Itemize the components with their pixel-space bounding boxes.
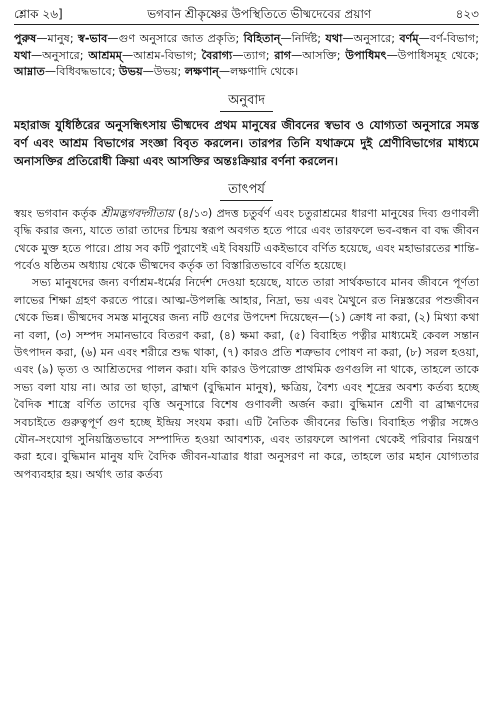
gloss-meaning: —লক্ষণাদি থেকে। — [218, 65, 299, 79]
purport-p1-rest: (৪/১৩) প্রদত্ত চতুর্বর্ণ এবং চতুরাশ্রমের ধারণা মানুষের দিব্য গুণাবলী বৃদ্ধি করার জন্য, যাতে তারা তাদের চিন্ময় স্বরূপ অবগত হতে পারে এবং তারফলে ভব-বন্ধন বা বদ্ধ জীবন থেকে মুক্ত হতে পারে। প্রায় সব কটি পুরাণেই এই বিষয়টি একইভাবে বর্ণিত হয়েছে, এবং মহাভারতের শান্তি-পর্বেও ষষ্ঠিতম অধ্যায় থেকে ভীষ্মদেব কর্তৃক তা বিস্তারিতভাবে বর্ণিত হয়েছে। — [14, 206, 480, 272]
gloss-term: বিহিতান্ — [243, 32, 281, 45]
gloss-meaning: —উভয়; — [142, 65, 185, 79]
gloss-term: বর্ণম্ — [399, 32, 419, 45]
gloss-meaning: —বিধিবদ্ধভাবে; — [44, 65, 120, 79]
gloss-term: বৈরাগ্য — [201, 48, 233, 62]
gloss-meaning: —অনুসারে; — [30, 48, 89, 62]
gloss-meaning: —নির্দিষ্ট; — [280, 32, 326, 45]
chapter-title: ভগবান শ্রীকৃষ্ণের উপস্থিতিতে ভীষ্মদেবের প্রয়াণ — [147, 7, 372, 21]
gloss-meaning: —উপাধিসমূহ থেকে; — [386, 48, 479, 62]
gloss-term: যথা — [325, 32, 343, 45]
translation-heading: অনুবাদ — [220, 92, 273, 112]
running-header — [14, 6, 479, 25]
purport-text — [14, 205, 479, 484]
gloss-term: উভয় — [119, 65, 143, 79]
purport-heading-wrap — [14, 178, 479, 201]
gloss-meaning: —মানুষ; — [36, 32, 79, 45]
gloss-term: রাগ — [274, 48, 292, 62]
purport-paragraph-1 — [14, 205, 479, 275]
gloss-meaning: —গুণ অনুসারে জাত প্রকৃতি; — [107, 32, 244, 45]
translation-heading-wrap — [14, 89, 479, 112]
word-meanings — [14, 31, 479, 81]
gloss-meaning: —ত্যাগ; — [232, 48, 275, 62]
gloss-meaning: —আসক্তি; — [291, 48, 346, 62]
gloss-meaning: —বর্ণ-বিভাগ; — [418, 32, 479, 45]
purport-paragraph-2: সভ্য মানুষদের জন্য বর্ণাশ্রম-ধর্মের নির্দেশ দেওয়া হয়েছে, যাতে তারা সার্থকভাবে মানব জীবনে পূর্ণতা লাভের শিক্ষা গ্রহণ করতে পারে। আত্ম-উপলব্ধি আহার, নিদ্রা, ভয় এবং মৈথুনে রত নিম্নস্তরের পশুজীবন থেকে ভিন্ন। ভীষ্মদেব সমস্ত মানুষের জন্য নটি গুণের উপদেশ দিয়েছেন—(১) ক্রোধ না করা, (২) মিথ্যা কথা না বলা, (৩) সম্পদ সমানভাবে বিতরণ করা, (৪) ক্ষমা করা, (৫) বিবাহিত পত্নীর মাধ্যমেই কেবল সন্তান উৎপাদন করা, (৬) মন এবং শরীরে শুদ্ধ থাকা, (৭) কারও প্রতি শত্রুভাব পোষণ না করা, (৮) সরল হওয়া, এবং (৯) ভৃত্য ও আশ্রিতদের পালন করা। যদি কারও উপরোক্ত প্রাথমিক গুণগুলি না থাকে, তাহলে তাকে সভ্য বলা যায় না। আর তা ছাড়া, ব্রাহ্মণ (বুদ্ধিমান মানুষ), ক্ষত্রিয়, বৈশ্য এবং শূদ্রের অবশ্য কর্তব্য হচ্ছে বৈদিক শাস্ত্রে বর্ণিত তাদের বৃত্তি অনুসারে বিশেষ গুণাবলী অর্জন করা। বুদ্ধিমান শ্রেণী বা ব্রাহ্মণদের সবচাইতে গুরুত্বপূর্ণ গুণ হচ্ছে ইন্দ্রিয় সংযম করা। এটি নৈতিক জীবনের ভিত্তি। বিবাহিত পত্নীর সঙ্গেও যৌন-সংযোগ সুনিয়ন্ত্রিতভাবে সম্পাদিত হওয়া আবশ্যক, এবং তারফলে আপনা থেকেই পরিবার নিয়ন্ত্রণ করা হবে। বুদ্ধিমান মানুষ যদি বৈদিক জীবন-যাত্রার ধারা অনুসরণ না করে, তাহলে তার মহান যোগ্যতার অপব্যবহার হয়। অর্থাৎ তার কর্তব্য — [14, 276, 479, 481]
gloss-term: পুরুষ — [14, 32, 37, 45]
purport-p1-lead: স্বয়ং ভগবান কর্তৃক — [14, 206, 101, 220]
gloss-term: উপাধিমৎ — [345, 48, 387, 62]
page-number: ৪২৩ — [455, 7, 479, 21]
gloss-term: আশ্রমম্ — [88, 48, 122, 62]
translation-text: মহারাজ যুধিষ্ঠিরের অনুসন্ধিৎসায় ভীষ্মদেব প্রথম মানুষের জীবনের স্বভাব ও যোগ্যতা অনুসারে সমস্ত বর্ণ এবং আশ্রম বিভাগের সংজ্ঞা বিবৃত করলেন। তারপর তিনি যথাক্রমে দুই শ্রেণীবিভাগের মাধ্যমে অনাসক্তির প্রতিরোধী ক্রিয়া এবং আসক্তির অন্তঃক্রিয়ার বর্ণনা করলেন। — [14, 117, 479, 168]
gloss-meaning: —অনুসারে; — [342, 32, 400, 45]
gloss-meaning: —আশ্রম-বিভাগ; — [122, 48, 202, 62]
gloss-term: লক্ষণান্ — [184, 65, 219, 79]
verse-reference: শ্লোক ২৬] — [14, 7, 63, 21]
purport-heading: তাৎপর্য — [220, 181, 273, 201]
gloss-term: আম্নাত — [14, 65, 45, 79]
gloss-term: স্ব-ভাব — [78, 32, 108, 45]
scripture-title: শ্রীমদ্ভগবদ্গীতায় — [100, 206, 174, 220]
gloss-term: যথা — [14, 48, 31, 62]
